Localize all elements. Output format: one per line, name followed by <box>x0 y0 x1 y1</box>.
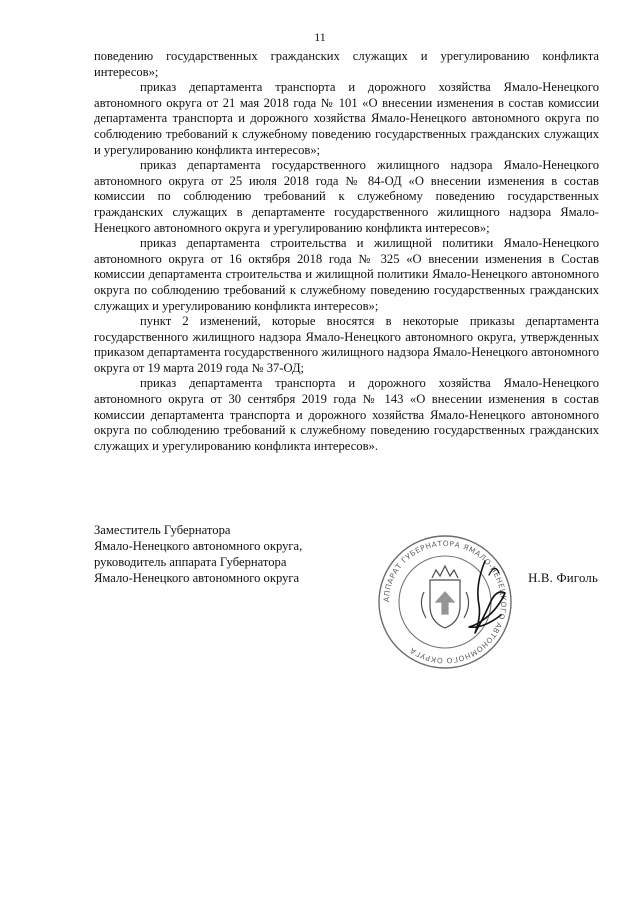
handwritten-signature-icon <box>455 555 515 645</box>
paragraph-2: приказ департамента транспорта и дорожного хозяйства Ямало-Ненецкого автономного округа от 21 мая 2018 года № 101 «О внесении изменения в состав комиссии департамента транспорта и дорожного хозяйства Ямало-Ненецкого автономного округа по соблюдению требований к служебному поведению государственных гражданских служащих и урегулированию конфликта интересов»; <box>94 80 599 157</box>
signer-position-line: руководитель аппарата Губернатора <box>94 555 287 569</box>
signer-position-line: Заместитель Губернатора <box>94 523 231 537</box>
paragraph-3: приказ департамента государственного жилищного надзора Ямало-Ненецкого автономного округа от 25 июля 2018 года № 84-ОД «О внесении изменения в состав комиссии по соблюдению требований к служебному поведению государственных гражданских служащих в департаменте государственного жилищного надзора Ямало-Ненецкого автономного округа и урегулированию конфликта интересов»; <box>94 158 599 235</box>
paragraph-5: пункт 2 изменений, которые вносятся в некоторые приказы департамента государственного жилищного надзора Ямало-Ненецкого автономного округа, утвержденных приказом департамента государственного жилищного надзора Ямало-Ненецкого автономного округа от 19 марта 2019 года № 37-ОД; <box>94 314 599 375</box>
document-body <box>94 49 599 454</box>
signature-block <box>94 522 599 662</box>
signer-position-line: Ямало-Ненецкого автономного округа <box>94 571 300 585</box>
signer-position-line: Ямало-Ненецкого автономного округа, <box>94 539 303 553</box>
signer-name: Н.В. Фиголь <box>528 571 598 585</box>
page-number: 11 <box>314 30 326 44</box>
signer-position <box>94 522 364 586</box>
seal-text: АППАРАТ ГУБЕРНАТОРА ЯМАЛО-НЕНЕЦКОГО АВТОНОМНОГО ОКРУГА <box>381 538 509 666</box>
paragraph-6: приказ департамента транспорта и дорожного хозяйства Ямало-Ненецкого автономного округа от 30 сентября 2019 года № 143 «О внесении изменения в состав комиссии департамента транспорта и дорожного хозяйства Ямало-Ненецкого автономного округа по соблюдению требований к служебному поведению государственных гражданских служащих и урегулированию конфликта интересов». <box>94 376 599 453</box>
paragraph-1: поведению государственных гражданских служащих и урегулированию конфликта интересов»; <box>94 49 599 79</box>
paragraph-4: приказ департамента строительства и жилищной политики Ямало-Ненецкого автономного округа от 16 октября 2018 года № 325 «О внесении изменения в Состав комиссии департамента строительства и жилищной политики Ямало-Ненецкого автономного округа по соблюдению требований к служебному поведению государственных гражданских служащих и урегулированию конфликта интересов»; <box>94 236 599 313</box>
